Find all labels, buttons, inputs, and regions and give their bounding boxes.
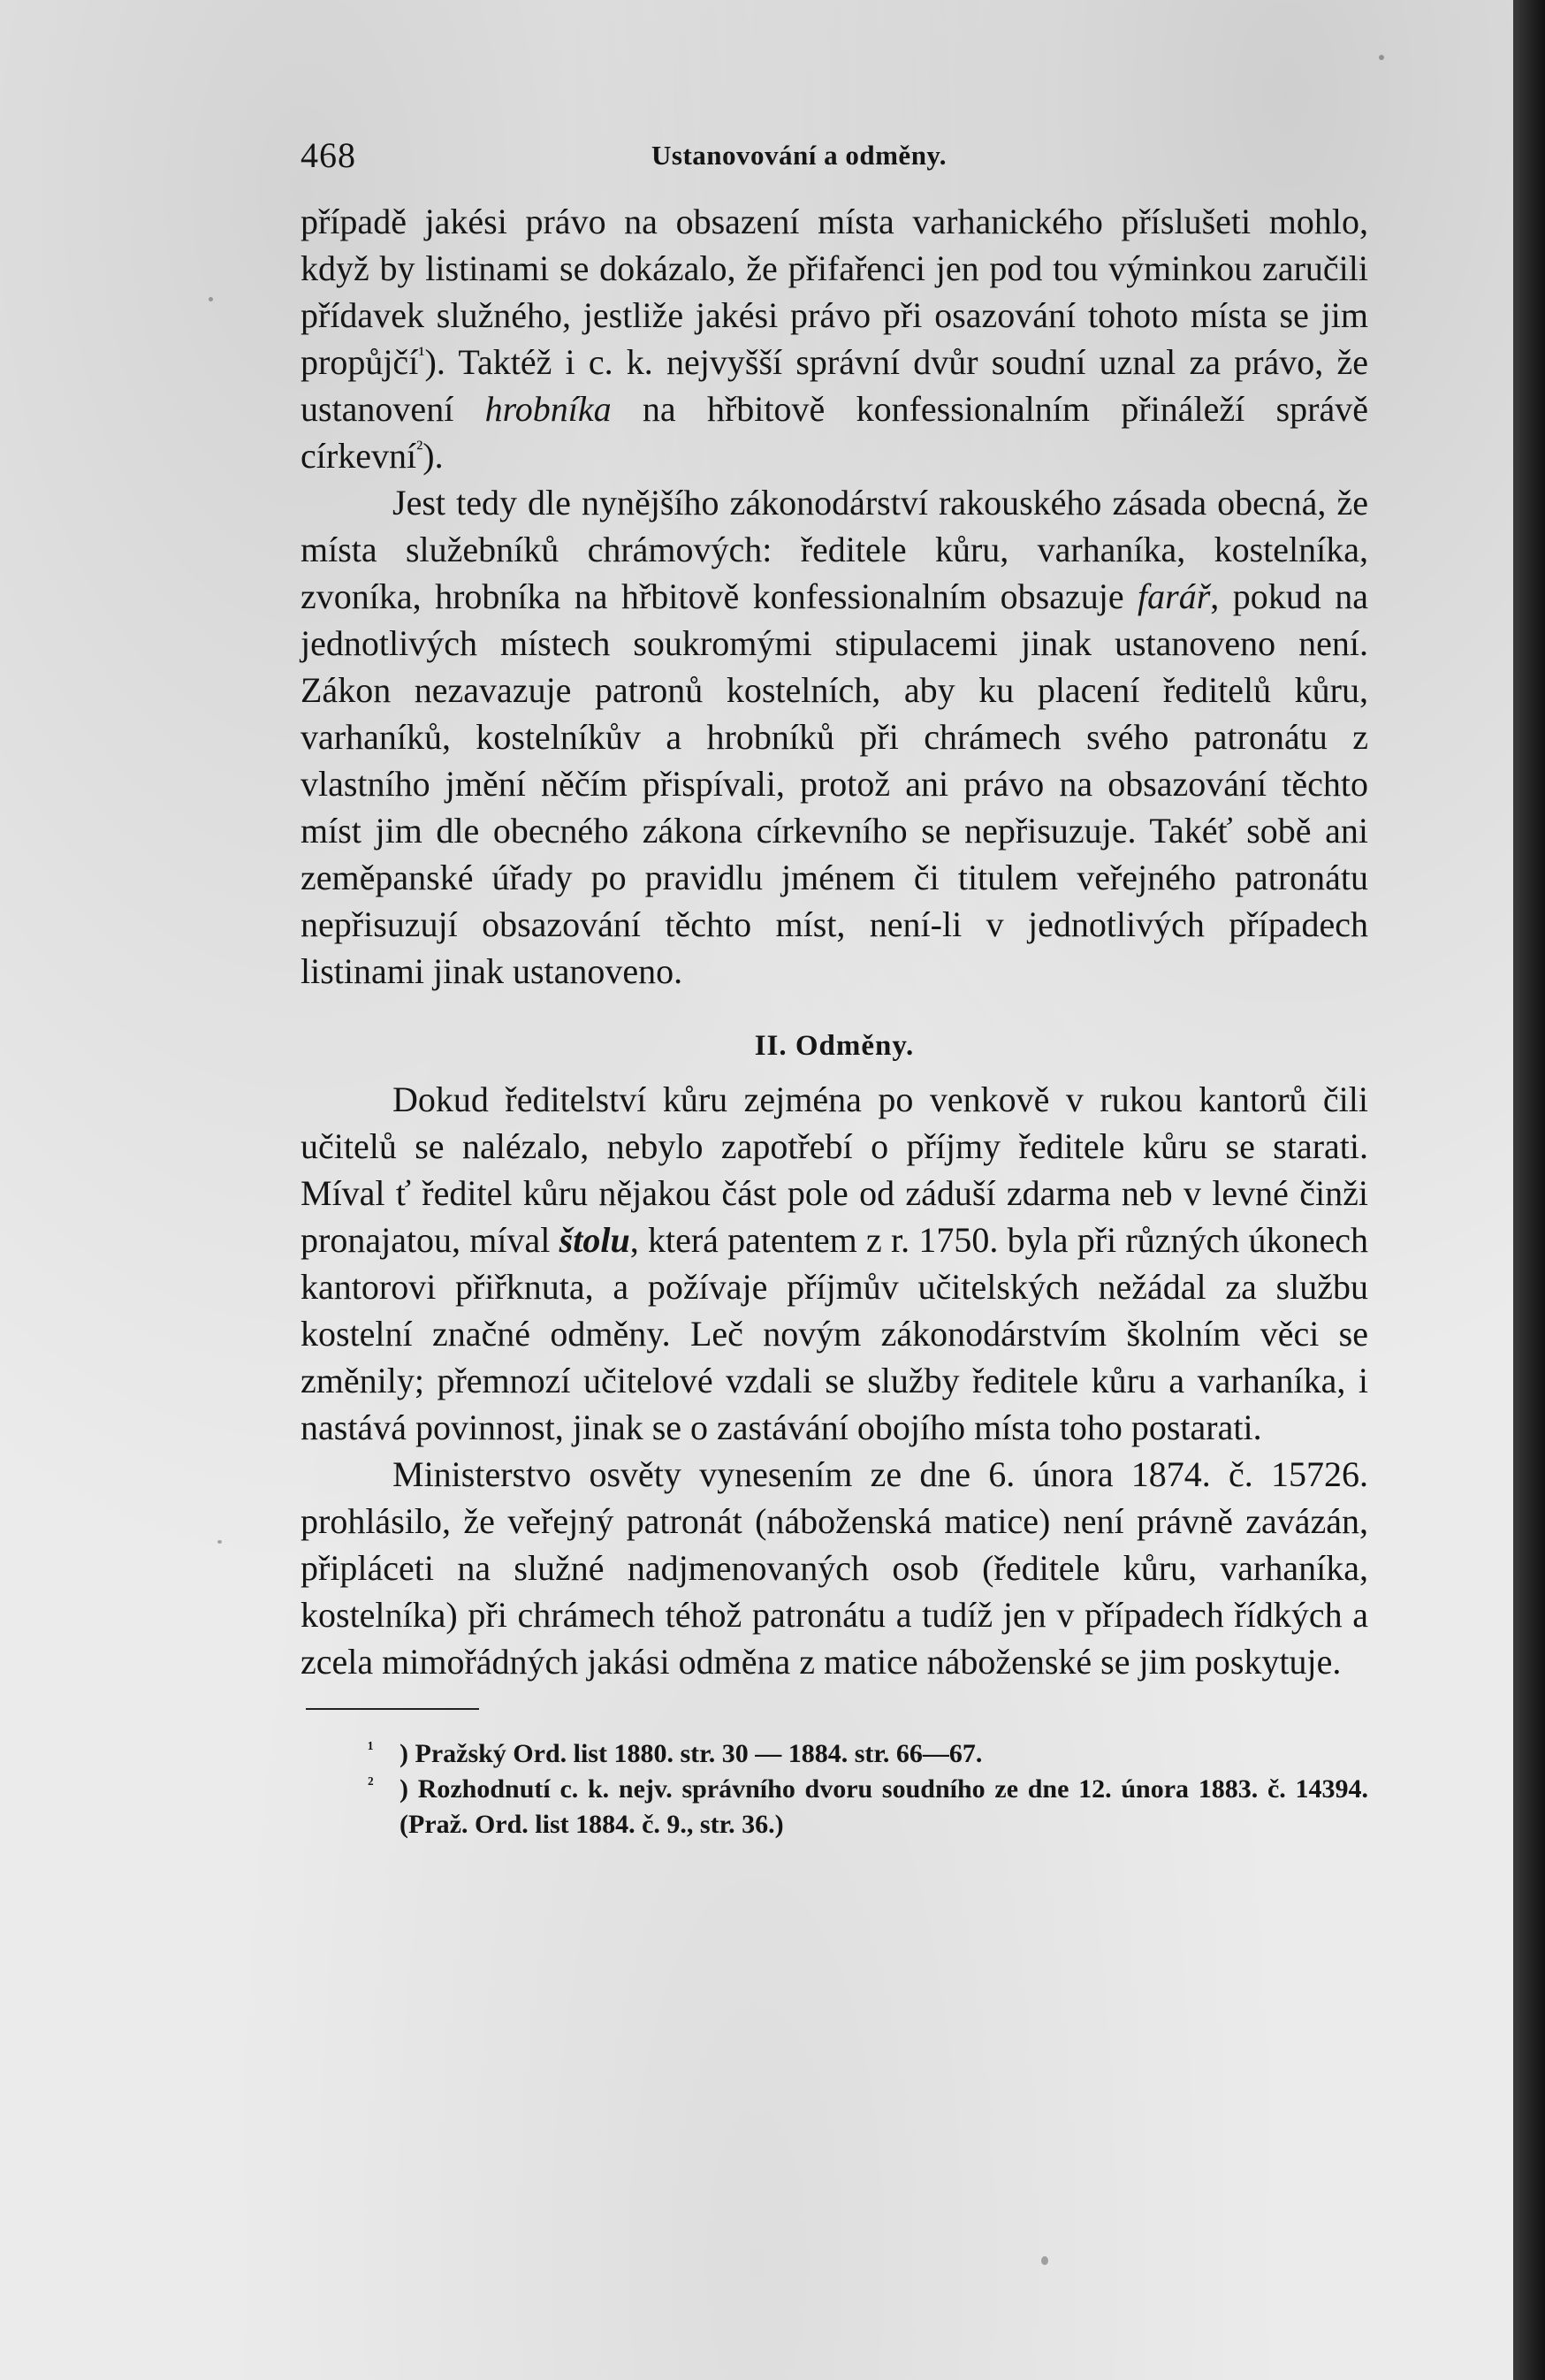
footnote-reference: ² — [416, 437, 423, 461]
text-run: případě jakési právo na obsazení místa varhanického příslušeti mohlo, když by listinami se dokázalo, že přifařenci jen pod tou výminkou zaručili přídavek služného, jestliže jakési právo při osazování tohoto místa se jim propůjčí — [301, 202, 1368, 382]
scanner-edge — [1513, 0, 1545, 2380]
footnote-mark: ¹ — [368, 1737, 374, 1759]
footnote-separator — [306, 1708, 479, 1710]
footnote — [301, 1772, 1368, 1842]
text-run: Dokud ředitelství kůru zejména po venkově v rukou kantorů čili učitelů se nalézalo, nebylo zapotřebí o příjmy ředitele kůru se starati. Míval ť ředitel kůru nějakou část pole od záduší zdarma neb v levné činži pronajatou, míval — [301, 1079, 1368, 1260]
text-run: , která patentem z r. 1750. byla při různých úkonech kantorovi přiřknuta, a požívaje příjmův učitelských nežádal za službu kostelní značné odměny. Leč novým zákonodárstvím školním věci se změnily; přemnozí učitelové vzdali se služby ředitele kůru a varhaníka, i nastává povinnost, jinak se o zastávání obojího místa toho postarati. — [301, 1220, 1368, 1447]
running-title: Ustanovování a odměny. — [651, 140, 947, 171]
page-header — [301, 134, 1370, 187]
text-run: Ministerstvo osvěty vynesením ze dne 6. února 1874. č. 15726. prohlásilo, že veřejný patronát (náboženská matice) není právně zavázán, připláceti na služné nadjmenovaných osob (ředitele kůru, varhaníka, kostelníka) při chrámech téhož patronátu a tudíž jen v případech řídkých a zcela mimořádných jakási odměna z matice náboženské se jim poskytuje. — [301, 1454, 1368, 1682]
footnote-text: ) Rozhodnutí c. k. nejv. správního dvoru soudního ze dne 12. února 1883. č. 14394. (Praž. Ord. list 1884. č. 9., str. 36.) — [400, 1774, 1368, 1839]
paragraph — [301, 1451, 1368, 1685]
dust-speck — [1379, 55, 1384, 60]
paragraph — [301, 198, 1368, 479]
text-run: , pokud na jednotlivých místech soukromými stipulacemi jinak ustanoveno není. Zákon nezavazuje patronů kostelních, aby ku placení ředitelů kůru, varhaníků, kostelníkův a hrobníků při chrámech svého patronátu z vlastního jmění něčím přispívali, protož ani právo na obsazování těchto míst jim dle obecného zákona církevního se nepřisuzuje. Takéť sobě ani zeměpanské úřady po pravidlu jménem či titulem veřejného patronátu nepřisuzují obsazování těchto míst, není-li v jednotlivých případech listinami jinak ustanoveno. — [301, 576, 1368, 991]
paragraph-list — [301, 198, 1368, 1685]
section-heading — [301, 1025, 1368, 1067]
emphasis-text: farář — [1138, 576, 1211, 616]
text-run: ). Taktéž i c. k. nejvyšší správní dvůr soudní uznal za právo, že ustanovení — [301, 342, 1368, 429]
footnote-text: ) Pražský Ord. list 1880. str. 30 — 1884. str. 66—67. — [400, 1739, 983, 1768]
paragraph — [301, 1076, 1368, 1451]
footnote-list — [301, 1736, 1368, 1842]
text-run: II. Odměny. — [754, 1030, 915, 1062]
footnote-reference: ¹ — [418, 343, 425, 367]
emphasis-text: štolu — [559, 1220, 630, 1260]
main-text — [301, 198, 1368, 1842]
page-number: 468 — [301, 135, 356, 175]
dust-speck — [217, 1540, 222, 1544]
dust-speck — [1041, 2256, 1048, 2265]
footnote-mark: ² — [368, 1773, 374, 1795]
text-run: Jest tedy dle nynějšího zákonodárství rakouského zásada obecná, že místa služebníků chrámových: ředitele kůru, varhaníka, kostelníka, zvoníka, hrobníka na hřbitově konfessionalním obsazuje — [301, 483, 1368, 616]
emphasis-text: hrobníka — [484, 389, 612, 429]
paragraph — [301, 479, 1368, 995]
text-run: na hřbitově konfessionalním přináleží správě církevní — [301, 389, 1368, 476]
dust-speck — [209, 297, 213, 301]
text-run: ). — [422, 436, 444, 476]
footnote — [301, 1736, 1368, 1772]
